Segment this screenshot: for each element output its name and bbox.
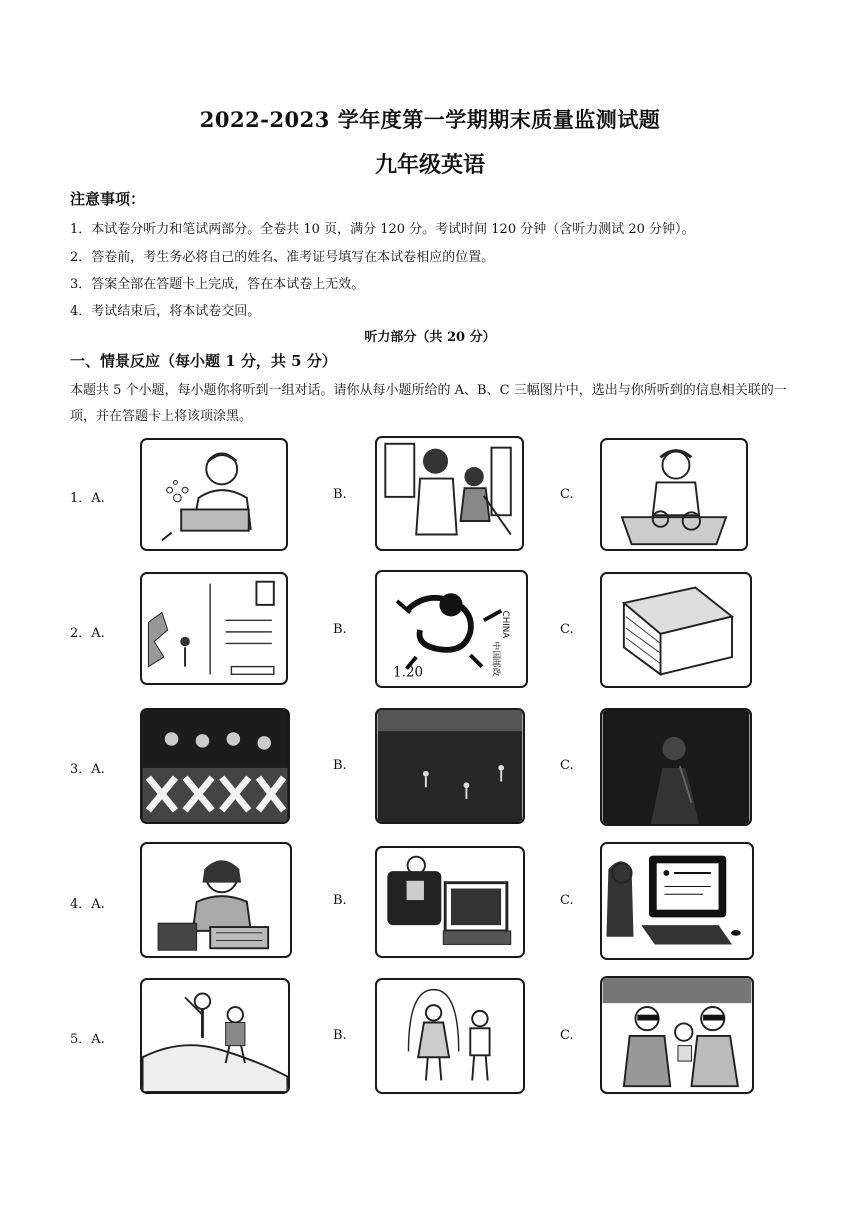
- q5-picture-b-children-jumping-rope: [375, 978, 525, 1094]
- section-instructions: 本题共 5 个小题，每小题你将听到一组对话。请你从每小题所给的 A、B、C 三幅图片中，选出与你所听到的信息相关联的一项，并在答题卡上将该项涂黑。: [70, 383, 787, 424]
- notes-heading: 注意事项：: [70, 190, 146, 208]
- note-item-4: 4．考试结束后，将本试卷交回。: [70, 304, 261, 319]
- q1-label-c: C.: [560, 487, 574, 502]
- q5-picture-c-family-at-cinema: [600, 976, 754, 1094]
- q4-label-b: B.: [333, 893, 347, 908]
- exam-title: 2022-2023 学年度第一学期期末质量监测试题: [199, 107, 661, 132]
- q3-picture-b-soccer-match: [375, 708, 525, 824]
- q5-label-a: 5．A.: [70, 1032, 105, 1047]
- q4-label-c: C.: [560, 893, 574, 908]
- q5-label-b: B.: [333, 1028, 347, 1043]
- note-item-1: 1．本试卷分听力和笔试两部分。全卷共 10 页，满分 120 分。考试时间 120 分钟（含听力测试 20 分钟）。: [70, 222, 695, 237]
- q4-picture-c-person-at-computer: [600, 842, 754, 960]
- stamp-post-text: 中国邮政: [490, 641, 501, 677]
- stamp-country-text: CHINA: [500, 610, 511, 639]
- q2-label-b: B.: [333, 622, 347, 637]
- exam-subtitle: 九年级英语: [374, 152, 485, 178]
- q1-picture-c-girl-washing-dishes: [600, 438, 748, 551]
- q3-picture-a-talent-show-judges: [140, 708, 290, 824]
- q2-picture-b-dragon-stamp: [375, 570, 528, 688]
- q2-picture-c-stack-of-books: [600, 572, 752, 688]
- q5-picture-a-children-climbing-hill: [140, 978, 290, 1094]
- stamp-value-text: 1.20: [393, 664, 424, 681]
- q3-label-a: 3．A.: [70, 762, 105, 777]
- q3-label-c: C.: [560, 758, 574, 773]
- q5-label-c: C.: [560, 1028, 574, 1043]
- q2-label-c: C.: [560, 622, 574, 637]
- q1-label-b: B.: [333, 487, 347, 502]
- q1-label-a: 1．A.: [70, 491, 105, 506]
- note-item-2: 2．答卷前，考生务必将自己的姓名、准考证号填写在本试卷相应的位置。: [70, 250, 495, 265]
- q1-picture-a-boy-washing-dishes: [140, 438, 288, 551]
- q2-label-a: 2．A.: [70, 626, 105, 641]
- section-title: 一、情景反应（每小题 1 分，共 5 分）: [70, 352, 337, 370]
- q4-label-a: 4．A.: [70, 897, 105, 912]
- listening-part-title: 听力部分（共 20 分）: [364, 330, 496, 345]
- q4-picture-b-person-watching-tv: [375, 846, 525, 958]
- q3-label-b: B.: [333, 758, 347, 773]
- q3-picture-c-singer-on-stage: [600, 708, 752, 826]
- q4-picture-a-girl-with-calculator: [140, 842, 292, 958]
- q1-picture-b-mother-girl-cleaning: [375, 436, 524, 551]
- note-item-3: 3．答案全部在答题卡上完成，答在本试卷上无效。: [70, 277, 365, 292]
- q2-picture-a-postcard: [140, 572, 288, 685]
